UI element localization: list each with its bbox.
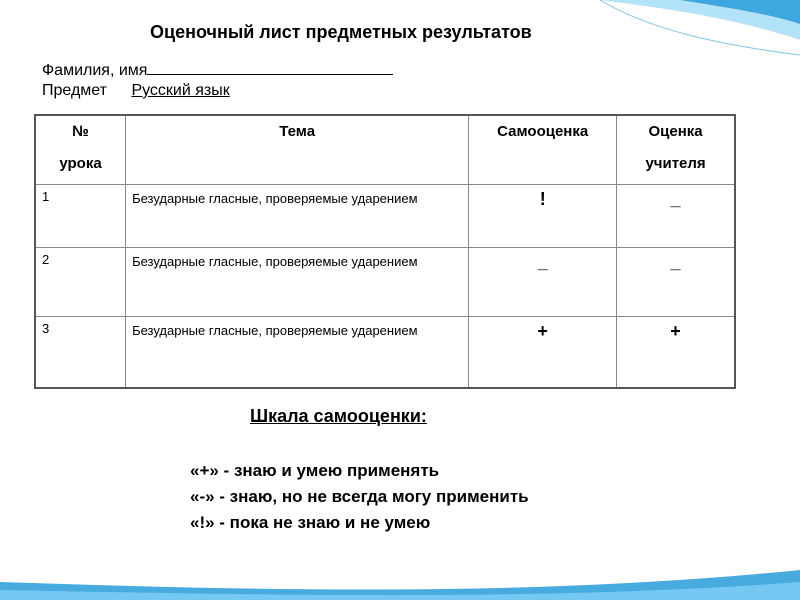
cell-self-assessment[interactable]: !: [469, 185, 617, 248]
table-header-row: [35, 115, 735, 185]
cell-lesson-number: 1: [35, 185, 126, 248]
scale-item: «-» - знаю, но не всегда могу применить: [190, 487, 529, 506]
scale-title: Шкала самооценки:: [250, 406, 427, 426]
header-line: №: [72, 123, 89, 140]
cell-self-assessment[interactable]: _: [469, 248, 617, 317]
subject-field: [42, 82, 230, 100]
header-lesson-number: [35, 115, 126, 185]
subject-value: Русский язык: [131, 82, 230, 99]
scale-item: «!» - пока не знаю и не умею: [190, 513, 431, 532]
cell-teacher-grade[interactable]: _: [617, 248, 735, 317]
cell-lesson-number: 2: [35, 248, 126, 317]
header-topic: Тема: [126, 115, 469, 185]
cell-lesson-number: 3: [35, 317, 126, 389]
cell-teacher-grade[interactable]: _: [617, 185, 735, 248]
subject-label: Предмет: [42, 82, 107, 99]
name-label: Фамилия, имя: [42, 62, 148, 79]
table-row: [35, 317, 735, 389]
decorative-wave-bottom: [0, 560, 800, 600]
table-row: [35, 185, 735, 248]
header-line: Оценка: [648, 123, 703, 140]
name-blank-line[interactable]: [147, 60, 393, 75]
name-field: [42, 60, 393, 80]
scale-item: «+» - знаю и умею применять: [190, 461, 440, 480]
page-title: Оценочный лист предметных результатов: [150, 22, 532, 42]
header-line: урока: [59, 155, 102, 172]
cell-self-assessment[interactable]: +: [469, 317, 617, 389]
table-row: [35, 248, 735, 317]
header-teacher-grade: [617, 115, 735, 185]
header-self-assessment: Самооценка: [469, 115, 617, 185]
grades-table: [34, 114, 736, 389]
cell-topic: Безударные гласные, проверяемые ударением: [126, 185, 469, 248]
cell-topic: Безударные гласные, проверяемые ударением: [126, 317, 469, 389]
scale-list: [190, 458, 529, 536]
header-line: учителя: [645, 155, 706, 172]
cell-topic: Безударные гласные, проверяемые ударением: [126, 248, 469, 317]
cell-teacher-grade[interactable]: +: [617, 317, 735, 389]
